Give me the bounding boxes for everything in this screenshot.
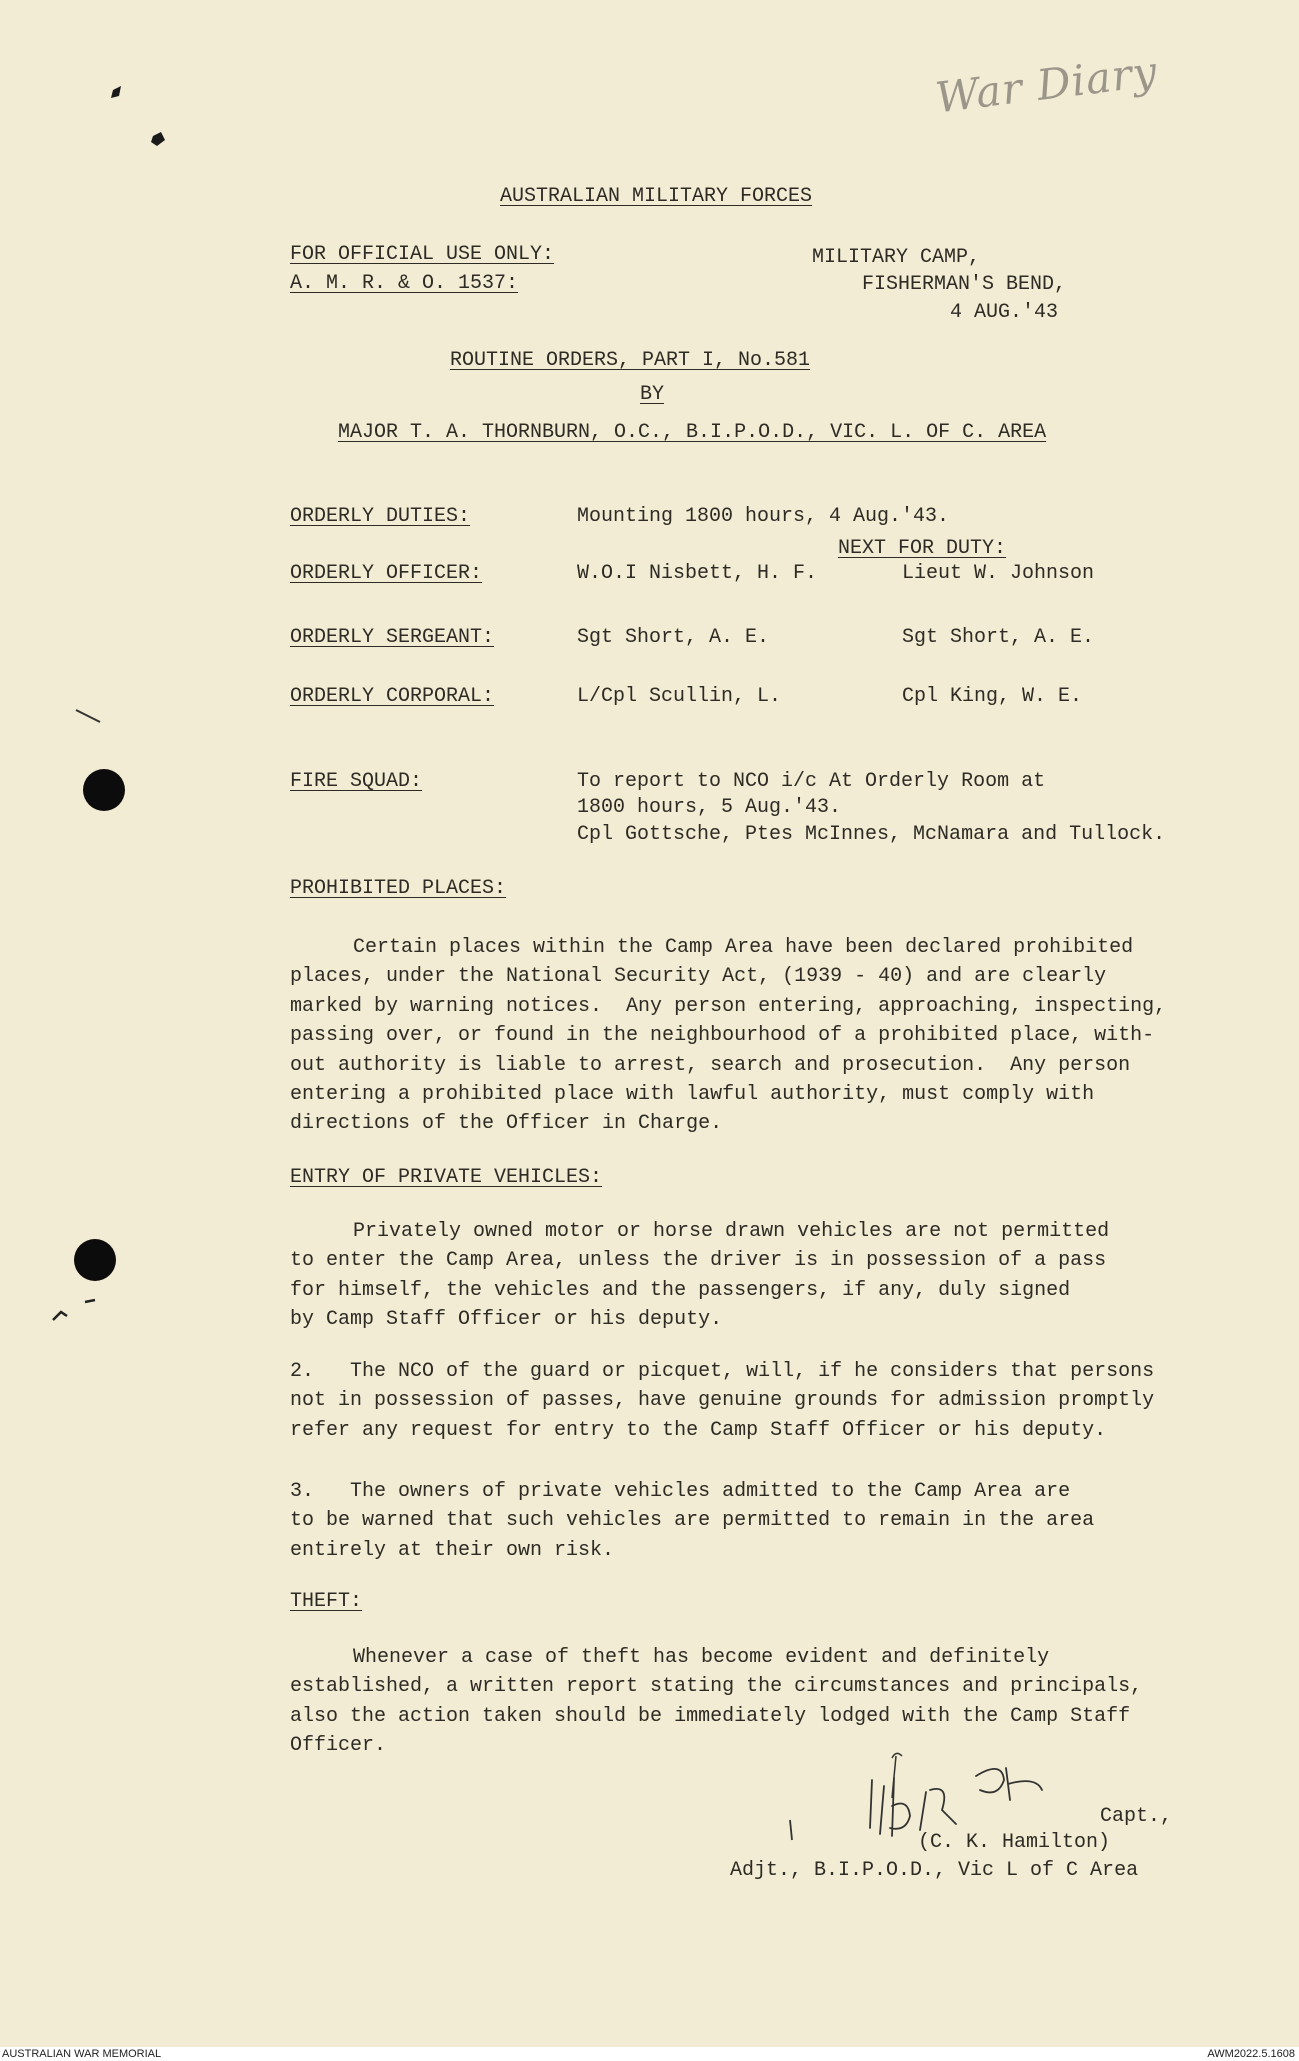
signatory-appointment: Adjt., B.I.P.O.D., Vic L of C Area xyxy=(730,1859,1139,1882)
prohibited-places-paragraph xyxy=(290,933,1166,1139)
orderly-sergeant-next: Sgt Short, A. E. xyxy=(902,626,1095,649)
mounting-time: Mounting 1800 hours, 4 Aug.'43. xyxy=(577,505,950,528)
paragraph-line: also the action taken should be immediately lodged with the Camp Staff xyxy=(290,1704,1131,1728)
paragraph-line: established, a written report stating the circumstances and principals, xyxy=(290,1675,1143,1699)
punch-hole-upper xyxy=(83,769,125,811)
orderly-officer-label: ORDERLY OFFICER: xyxy=(290,562,483,585)
footer-right: AWM2022.5.1608 xyxy=(1207,2048,1295,2060)
punch-hole-lower xyxy=(74,1239,116,1281)
margin-tick-icon xyxy=(70,700,110,730)
reference-number: A. M. R. & O. 1537: xyxy=(290,272,519,295)
prohibited-places-heading: PROHIBITED PLACES: xyxy=(290,877,507,900)
paragraph-line: refer any request for entry to the Camp Staff Officer or his deputy. xyxy=(290,1418,1107,1442)
location-line-2: FISHERMAN'S BEND, xyxy=(862,273,1067,296)
paragraph-line: marked by warning notices. Any person entering, approaching, inspecting, xyxy=(290,994,1167,1018)
fire-squad-line-1: To report to NCO i/c At Orderly Room at xyxy=(577,770,1046,793)
orderly-sergeant-current: Sgt Short, A. E. xyxy=(577,626,770,649)
orders-title: ROUTINE ORDERS, PART I, No.581 xyxy=(450,349,811,372)
orderly-corporal-current: L/Cpl Scullin, L. xyxy=(577,685,782,708)
private-vehicles-paragraph-1 xyxy=(290,1217,1109,1335)
private-vehicles-heading: ENTRY OF PRIVATE VEHICLES: xyxy=(290,1166,603,1189)
document-date: 4 AUG.'43 xyxy=(950,301,1059,324)
paragraph-line: not in possession of passes, have genuine grounds for admission promptly xyxy=(290,1389,1155,1413)
footer-left: AUSTRALIAN WAR MEMORIAL xyxy=(2,2048,162,2060)
fire-squad-line-2: 1800 hours, 5 Aug.'43. xyxy=(577,796,842,819)
signatory-rank: Capt., xyxy=(1100,1805,1173,1828)
paragraph-line: for himself, the vehicles and the passengers, if any, duly signed xyxy=(290,1278,1071,1302)
war-diary-annotation: War Diary xyxy=(932,46,1161,123)
document-title: AUSTRALIAN MILITARY FORCES xyxy=(500,185,813,208)
fire-squad-label: FIRE SQUAD: xyxy=(290,770,423,793)
private-vehicles-paragraph-2 xyxy=(290,1357,1154,1445)
paragraph-line: Officer. xyxy=(290,1734,387,1758)
paragraph-line: to be warned that such vehicles are permitted to remain in the area xyxy=(290,1509,1095,1533)
signatory-name: (C. K. Hamilton) xyxy=(918,1831,1111,1854)
paragraph-line: places, under the National Security Act, (1939 - 40) and are clearly xyxy=(290,965,1107,989)
margin-scratch-icon xyxy=(45,1290,105,1330)
paragraph-line: Privately owned motor or horse drawn vehicles are not permitted xyxy=(353,1220,1110,1243)
private-vehicles-paragraph-3 xyxy=(290,1477,1094,1565)
paragraph-line: to enter the Camp Area, unless the driver is in possession of a pass xyxy=(290,1249,1107,1273)
paragraph-line: entirely at their own risk. xyxy=(290,1538,615,1562)
fire-squad-line-3: Cpl Gottsche, Ptes McInnes, McNamara and Tullock. xyxy=(577,823,1166,846)
orderly-sergeant-label: ORDERLY SERGEANT: xyxy=(290,626,495,649)
orderly-corporal-next: Cpl King, W. E. xyxy=(902,685,1083,708)
paragraph-line: Whenever a case of theft has become evident and definitely xyxy=(353,1646,1050,1669)
orders-issuer: MAJOR T. A. THORNBURN, O.C., B.I.P.O.D., VIC. L. OF C. AREA xyxy=(338,421,1047,444)
paragraph-line: 2. The NCO of the guard or picquet, will, if he considers that persons xyxy=(290,1360,1155,1383)
orderly-officer-next: Lieut W. Johnson xyxy=(902,562,1095,585)
next-for-duty-label: NEXT FOR DUTY: xyxy=(838,537,1007,560)
classification: FOR OFFICIAL USE ONLY: xyxy=(290,243,555,266)
orderly-duties-label: ORDERLY DUTIES: xyxy=(290,505,471,528)
orderly-officer-current: W.O.I Nisbett, H. F. xyxy=(577,562,818,585)
theft-heading: THEFT: xyxy=(290,1590,363,1613)
paragraph-line: passing over, or found in the neighbourhood of a prohibited place, with- xyxy=(290,1024,1155,1048)
paragraph-line: Certain places within the Camp Area have been declared prohibited xyxy=(353,936,1134,959)
paragraph-line: by Camp Staff Officer or his deputy. xyxy=(290,1308,723,1332)
orderly-corporal-label: ORDERLY CORPORAL: xyxy=(290,685,495,708)
margin-marks-icon xyxy=(95,80,175,170)
orders-by: BY xyxy=(640,383,665,406)
paragraph-line: directions of the Officer in Charge. xyxy=(290,1112,723,1136)
location-line-1: MILITARY CAMP, xyxy=(812,246,981,269)
paragraph-line: 3. The owners of private vehicles admitted to the Camp Area are xyxy=(290,1480,1071,1503)
paragraph-line: entering a prohibited place with lawful authority, must comply with xyxy=(290,1083,1095,1107)
paragraph-line: out authority is liable to arrest, search and prosecution. Any person xyxy=(290,1053,1131,1077)
